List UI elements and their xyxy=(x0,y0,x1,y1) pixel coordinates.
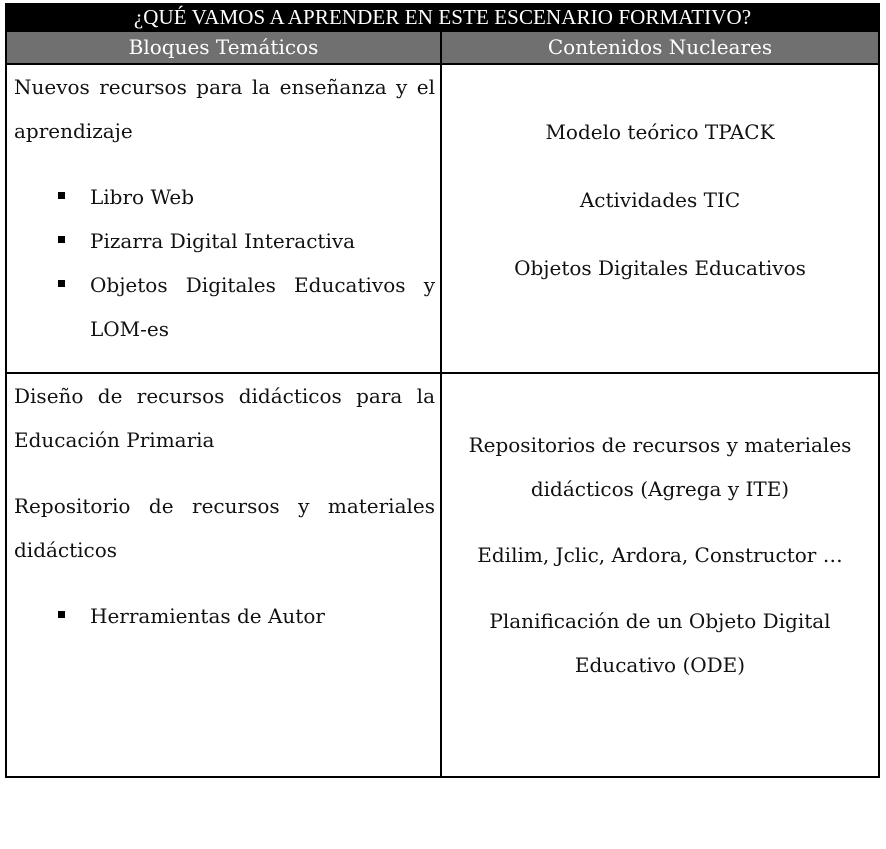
bloque-heading: Diseño de recursos didácticos para la Educación Primaria xyxy=(14,384,435,452)
list-item-label: Herramientas de Autor xyxy=(90,604,325,628)
contenido-item: Repositorios de recursos y materiales didácticos (Agrega y ITE) xyxy=(468,433,852,501)
list-item xyxy=(14,263,435,351)
contenido-item: Planificación de un Objeto Digital Educativo (ODE) xyxy=(489,609,831,677)
contenido-item: Objetos Digitales Educativos xyxy=(514,256,806,280)
list-item xyxy=(14,219,435,263)
header-contenidos-nucleares: Contenidos Nucleares xyxy=(547,35,773,59)
contenido-item: Modelo teórico TPACK xyxy=(545,120,775,144)
square-bullet-icon xyxy=(58,236,65,243)
list-item-label: Pizarra Digital Interactiva xyxy=(90,229,356,253)
header-bloques-tematicos: Bloques Temáticos xyxy=(7,32,442,63)
bloque-heading: Repositorio de recursos y materiales didácticos xyxy=(14,494,435,562)
list-item-label: Objetos Digitales Educativos y LOM-es xyxy=(90,273,435,341)
list-item xyxy=(14,175,435,219)
contenido-cell xyxy=(442,65,878,372)
bullet-list xyxy=(14,594,435,638)
bullet-list xyxy=(14,175,435,351)
list-item-label: Libro Web xyxy=(90,185,195,209)
square-bullet-icon xyxy=(58,611,65,618)
table-title: ¿QUÉ VAMOS A APRENDER EN ESTE ESCENARIO FORMATIVO? xyxy=(5,3,880,32)
contenido-item: Actividades TIC xyxy=(579,188,741,212)
bloque-heading: Nuevos recursos para la enseñanza y el aprendizaje xyxy=(14,75,435,143)
header-row xyxy=(5,32,880,63)
table-row xyxy=(5,63,880,372)
square-bullet-icon xyxy=(58,280,65,287)
bloque-cell xyxy=(7,65,442,372)
contenido-cell xyxy=(442,374,878,776)
square-bullet-icon xyxy=(58,192,65,199)
list-item xyxy=(14,594,435,638)
contenido-item: Edilim, Jclic, Ardora, Constructor … xyxy=(477,543,843,567)
content-table xyxy=(5,3,880,778)
bloque-cell xyxy=(7,374,442,776)
table-row xyxy=(5,372,880,778)
